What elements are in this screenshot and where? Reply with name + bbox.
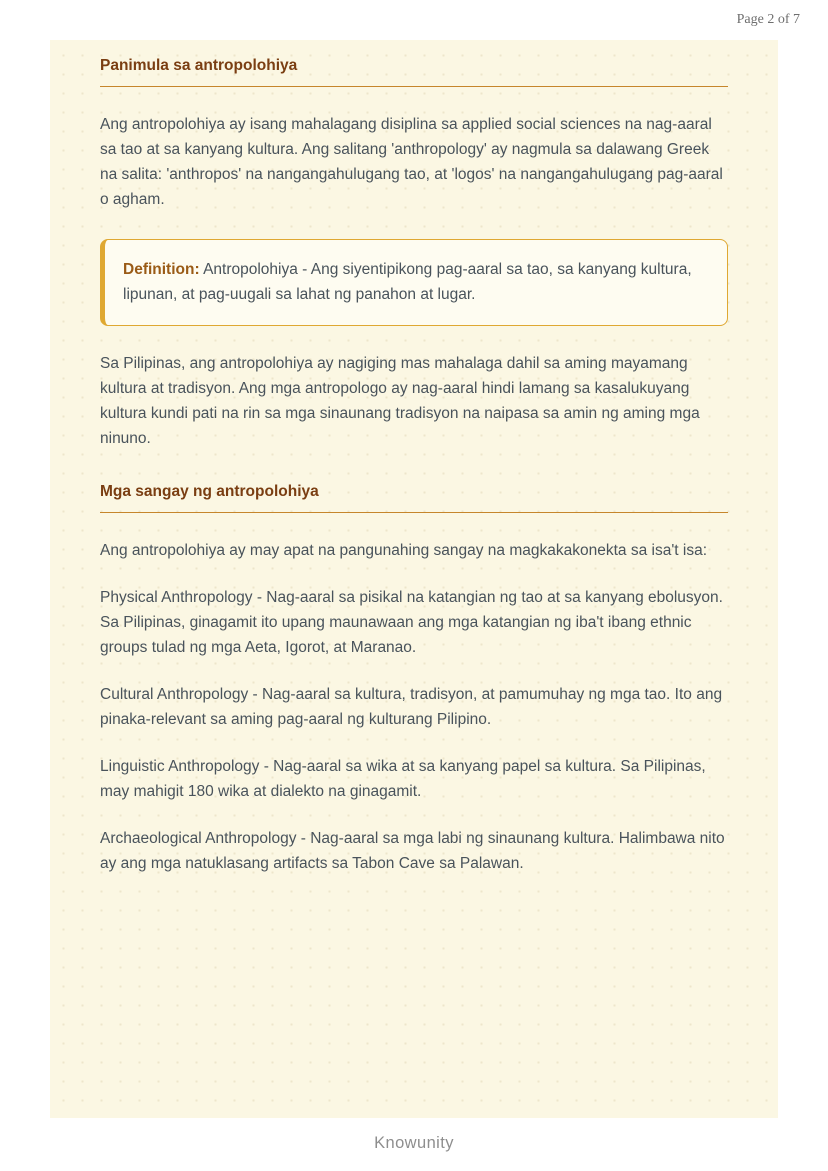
section-heading-intro: Panimula sa antropolohiya (100, 57, 298, 74)
section-heading-branches: Mga sangay ng antropolohiya (100, 483, 319, 500)
definition-text: Antropolohiya - Ang siyentipikong pag-aaral sa tao, sa kanyang kultura, lipunan, at pag-uugali sa lahat ng panahon at lugar. (123, 261, 692, 303)
definition-label: Definition: (123, 261, 200, 278)
definition-box (100, 239, 728, 326)
heading-rule (100, 512, 728, 513)
intro-paragraph-1: Ang antropolohiya ay isang mahalagang disiplina sa applied social sciences na nag-aaral sa tao at sa kanyang kultura. Ang salitang 'anthropology' ay nagmula sa dalawang Greek na salita: 'anthropos' na nangangahulugang tao, at 'logos' na nangangahulugang pag-aaral o agham. (100, 116, 723, 208)
branches-intro-paragraph: Ang antropolohiya ay may apat na pangunahing sangay na magkakakonekta sa isa't isa: (100, 542, 708, 559)
definition-text-line (123, 257, 707, 307)
document-sheet (50, 40, 778, 1118)
heading-rule (100, 86, 728, 87)
footer-brand: Knowunity (374, 1134, 454, 1152)
branch-paragraph-physical: Physical Anthropology - Nag-aaral sa pisikal na katangian ng tao at sa kanyang ebolusyon. Sa Pilipinas, ginagamit ito upang maunawaan ang mga katangian ng iba't ibang ethnic groups tulad ng mga Aeta, Igorot, at Maranao. (100, 589, 723, 656)
branch-paragraph-archaeological: Archaeological Anthropology - Nag-aaral sa mga labi ng sinaunang kultura. Halimbawa nito ay ang mga natuklasang artifacts sa Tabon Cave sa Palawan. (100, 830, 725, 872)
page-indicator: Page 2 of 7 (736, 12, 800, 27)
intro-paragraph-2: Sa Pilipinas, ang antropolohiya ay nagiging mas mahalaga dahil sa aming mayamang kultura at tradisyon. Ang mga antropologo ay nag-aaral hindi lamang sa kasalukuyang kultura kundi pati na rin sa mga sinaunang tradisyon na naipasa sa amin ng aming mga ninuno. (100, 355, 700, 447)
branch-paragraph-linguistic: Linguistic Anthropology - Nag-aaral sa wika at sa kanyang papel sa kultura. Sa Pilipinas, may mahigit 180 wika at dialekto na ginagamit. (100, 758, 706, 800)
branch-paragraph-cultural: Cultural Anthropology - Nag-aaral sa kultura, tradisyon, at pamumuhay ng mga tao. Ito ang pinaka-relevant sa aming pag-aaral ng kulturang Pilipino. (100, 686, 723, 728)
